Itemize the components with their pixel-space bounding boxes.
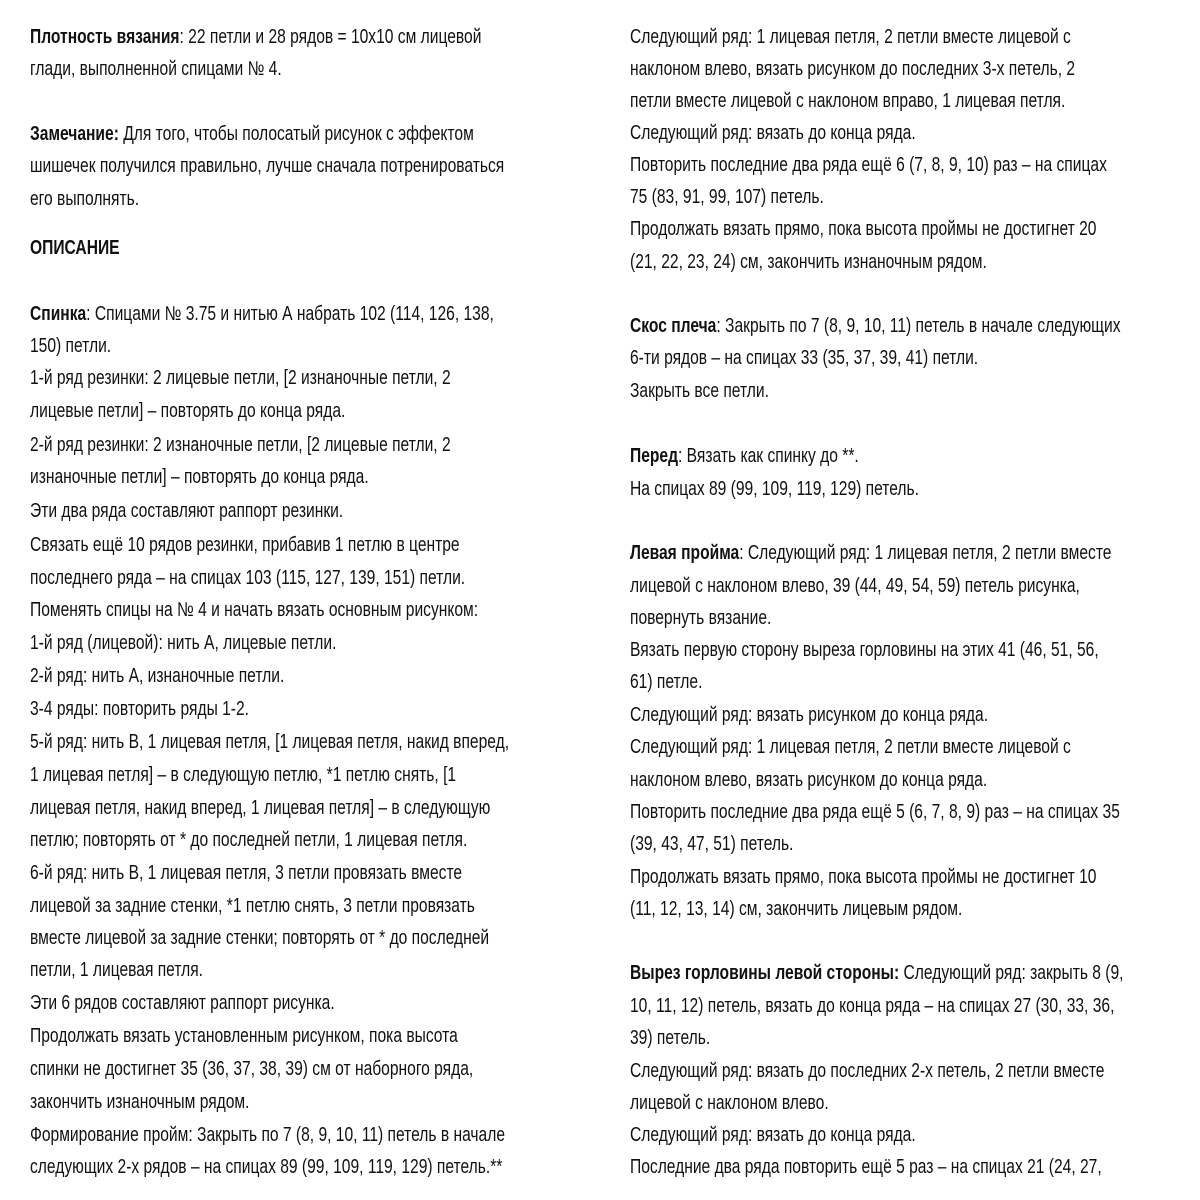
body-text: его выполнять. [30,188,140,210]
right-column-text-line [630,185,824,209]
bold-heading: Левая пройма [630,542,740,564]
body-text: петлю; повторять от * до последней петли, 1 лицевая петля. [30,829,468,851]
right-column-text-line [630,314,1121,338]
left-column-text-line [30,533,460,557]
right-column-text-line [630,57,1075,81]
body-text: : Следующий ряд: 1 лицевая петля, 2 петли вместе [739,542,1112,564]
left-column-text-line [30,433,451,457]
body-text: 2-й ряд: нить А, изнаночные петли. [30,665,285,687]
left-column-text-line [30,958,203,982]
left-column-text-line [30,1090,249,1114]
right-column-text-line [630,670,702,694]
body-text: лицевые петли] – повторять до конца ряда. [30,400,346,422]
right-column-text-line [630,153,1107,177]
left-column-text-line [30,566,465,590]
left-column-text-line [30,236,120,260]
body-text: : Вязать как спинку до **. [678,445,859,467]
body-text: следующих 2-х рядов – на спицах 89 (99, 109, 119, 129) петель.** [30,1156,503,1178]
left-column-text-line [30,697,249,721]
left-column-text-line [30,631,336,655]
body-text: 1-й ряд (лицевой): нить А, лицевые петли. [30,632,337,654]
body-text: Следующий ряд: вязать до конца ряда. [630,1124,916,1146]
body-text: 6-й ряд: нить В, 1 лицевая петля, 3 петли провязать вместе [30,862,463,884]
body-text: 5-й ряд: нить В, 1 лицевая петля, [1 лицевая петля, накид вперед, [30,731,510,753]
body-text: : Спицами № 3.75 и нитью А набрать 102 (114, 126, 138, [86,303,494,325]
right-column-text-line [630,1123,916,1147]
body-text: 1 лицевая петля] – в следующую петлю, *1 петлю снять, [1 [30,764,457,786]
right-column-text-line [630,25,1071,49]
body-text: Эти два ряда составляют раппорт резинки. [30,500,344,522]
left-column-text-line [30,861,462,885]
body-text: 1-й ряд резинки: 2 лицевые петли, [2 изнаночные петли, 2 [30,367,451,389]
right-column-text-line [630,832,793,856]
body-text: (39, 43, 47, 51) петель. [630,833,794,855]
left-column-text-line [30,991,335,1015]
right-column-text-line [630,541,1111,565]
left-column-text-line [30,334,111,358]
right-column-text-line [630,606,771,630]
left-column-text-line [30,828,467,852]
body-text: лицевой с наклоном влево. [630,1092,829,1114]
body-text: лицевой за задние стенки, *1 петлю снять, 3 петли провязать [30,895,475,917]
left-column-text-line [30,763,456,787]
right-column-text-line [630,574,1080,598]
left-column-text-line [30,730,509,754]
right-column-text-line [630,638,1099,662]
bold-heading: Перед [630,445,679,467]
left-column-text-line [30,57,282,81]
left-column-text-line [30,302,494,326]
body-text: Вязать первую сторону выреза горловины на этих 41 (46, 51, 56, [630,639,1099,661]
body-text: 3-4 ряды: повторить ряды 1-2. [30,698,250,720]
body-text: 10, 11, 12) петель, вязать до конца ряда – на спицах 27 (30, 33, 36, [630,995,1115,1017]
body-text: Повторить последние два ряда ещё 6 (7, 8, 9, 10) раз – на спицах [630,154,1107,176]
right-column-text-line [630,477,919,501]
body-text: 39) петель. [630,1027,711,1049]
body-text: (21, 22, 23, 24) см, закончить изнаночным рядом. [630,251,987,273]
body-text: (11, 12, 13, 14) см, закончить лицевым рядом. [630,898,963,920]
body-text: изнаночные петли] – повторять до конца ряда. [30,466,369,488]
bold-heading: Скос плеча [630,315,717,337]
body-text: Продолжать вязать установленным рисунком, пока высота [30,1025,458,1047]
body-text: 2-й ряд резинки: 2 изнаночные петли, [2 лицевые петли, 2 [30,434,451,456]
right-column-text-line [630,346,978,370]
left-column-text-line [30,25,481,49]
body-text: : 22 петли и 28 рядов = 10x10 см лицевой [179,26,482,48]
body-text: 61) петле. [630,671,703,693]
body-text: Закрыть все петли. [630,380,769,402]
right-column-text-line [630,1155,1102,1179]
body-text: Эти 6 рядов составляют раппорт рисунка. [30,992,335,1014]
right-column-text-line [630,800,1120,824]
body-text: петли, 1 лицевая петля. [30,959,204,981]
left-column-text-line [30,499,343,523]
body-text: Продолжать вязать прямо, пока высота проймы не достигнет 10 [630,866,1097,888]
right-column-text-line [630,897,962,921]
body-text: шишечек получился правильно, лучше сначала потренироваться [30,155,505,177]
right-column-text-line [630,121,916,145]
left-column-text-line [30,1155,502,1179]
body-text: Последние два ряда повторить ещё 5 раз – на спицах 21 (24, 27, [630,1156,1102,1178]
body-text: Следующий ряд: закрыть 8 (9, [899,962,1124,984]
body-text: повернуть вязание. [630,607,772,629]
body-text: лицевой с наклоном влево, 39 (44, 49, 54, 59) петель рисунка, [630,575,1080,597]
left-column-text-line [30,366,451,390]
body-text: 6-ти рядов – на спицах 33 (35, 37, 39, 41) петли. [630,347,979,369]
body-text: последнего ряда – на спицах 103 (115, 127, 139, 151) петли. [30,567,466,589]
left-column-text-line [30,796,490,820]
body-text: лицевая петля, накид вперед, 1 лицевая петля] – в следующую [30,797,491,819]
left-column-text-line [30,598,478,622]
bold-heading: ОПИСАНИЕ [30,237,120,259]
body-text: Поменять спицы на № 4 и начать вязать основным рисунком: [30,599,479,621]
left-column-text-line [30,1024,458,1048]
body-text: Следующий ряд: вязать рисунком до конца ряда. [630,704,989,726]
body-text: Следующий ряд: вязать до конца ряда. [630,122,916,144]
right-column-text-line [630,1026,710,1050]
body-text: наклоном влево, вязать рисунком до последних 3-х петель, 2 [630,58,1076,80]
bold-heading: Замечание: [30,123,119,145]
right-column-text-line [630,768,987,792]
body-text: Формирование пройм: Закрыть по 7 (8, 9, 10, 11) петель в начале [30,1124,506,1146]
body-text: Следующий ряд: 1 лицевая петля, 2 петли вместе лицевой с [630,736,1071,758]
bold-heading: Спинка [30,303,87,325]
body-text: 75 (83, 91, 99, 107) петель. [630,186,824,208]
right-column-text-line [630,865,1096,889]
left-column-text-line [30,1057,473,1081]
body-text: наклоном влево, вязать рисунком до конца ряда. [630,769,988,791]
right-column-text-line [630,735,1071,759]
body-text: Продолжать вязать прямо, пока высота проймы не достигнет 20 [630,218,1097,240]
left-column-text-line [30,122,474,146]
right-column-text-line [630,217,1096,241]
body-text: Для того, чтобы полосатый рисунок с эффектом [118,123,474,145]
bold-heading: Плотность вязания [30,26,180,48]
left-column-text-line [30,187,139,211]
right-column-text-line [630,444,859,468]
right-column-text-line [630,994,1114,1018]
right-column-text-line [630,89,1065,113]
body-text: : Закрыть по 7 (8, 9, 10, 11) петель в начале следующих [716,315,1121,337]
right-column-text-line [630,1091,829,1115]
right-column-text-line [630,379,769,403]
right-column-text-line [630,1059,1104,1083]
left-column-text-line [30,1123,505,1147]
bold-heading: Вырез горловины левой стороны: [630,962,900,984]
body-text: Следующий ряд: вязать до последних 2-х петель, 2 петли вместе [630,1060,1105,1082]
body-text: глади, выполненной спицами № 4. [30,58,282,80]
right-column-text-line [630,250,987,274]
right-column-text-line [630,961,1124,985]
body-text: Следующий ряд: 1 лицевая петля, 2 петли вместе лицевой с [630,26,1071,48]
body-text: 150) петли. [30,335,112,357]
body-text: На спицах 89 (99, 109, 119, 129) петель. [630,478,919,500]
left-column-text-line [30,664,284,688]
right-column-text-line [630,703,988,727]
body-text: Повторить последние два ряда ещё 5 (6, 7, 8, 9) раз – на спицах 35 [630,801,1120,823]
left-column-text-line [30,399,345,423]
body-text: петли вместе лицевой с наклоном вправо, 1 лицевая петля. [630,90,1066,112]
left-column-text-line [30,465,369,489]
left-column-text-line [30,154,504,178]
left-column-text-line [30,926,489,950]
body-text: закончить изнаночным рядом. [30,1091,250,1113]
body-text: спинки не достигнет 35 (36, 37, 38, 39) см от наборного ряда, [30,1058,474,1080]
body-text: вместе лицевой за задние стенки; повторять от * до последней [30,927,490,949]
body-text: Связать ещё 10 рядов резинки, прибавив 1 петлю в центре [30,534,460,556]
left-column-text-line [30,894,475,918]
